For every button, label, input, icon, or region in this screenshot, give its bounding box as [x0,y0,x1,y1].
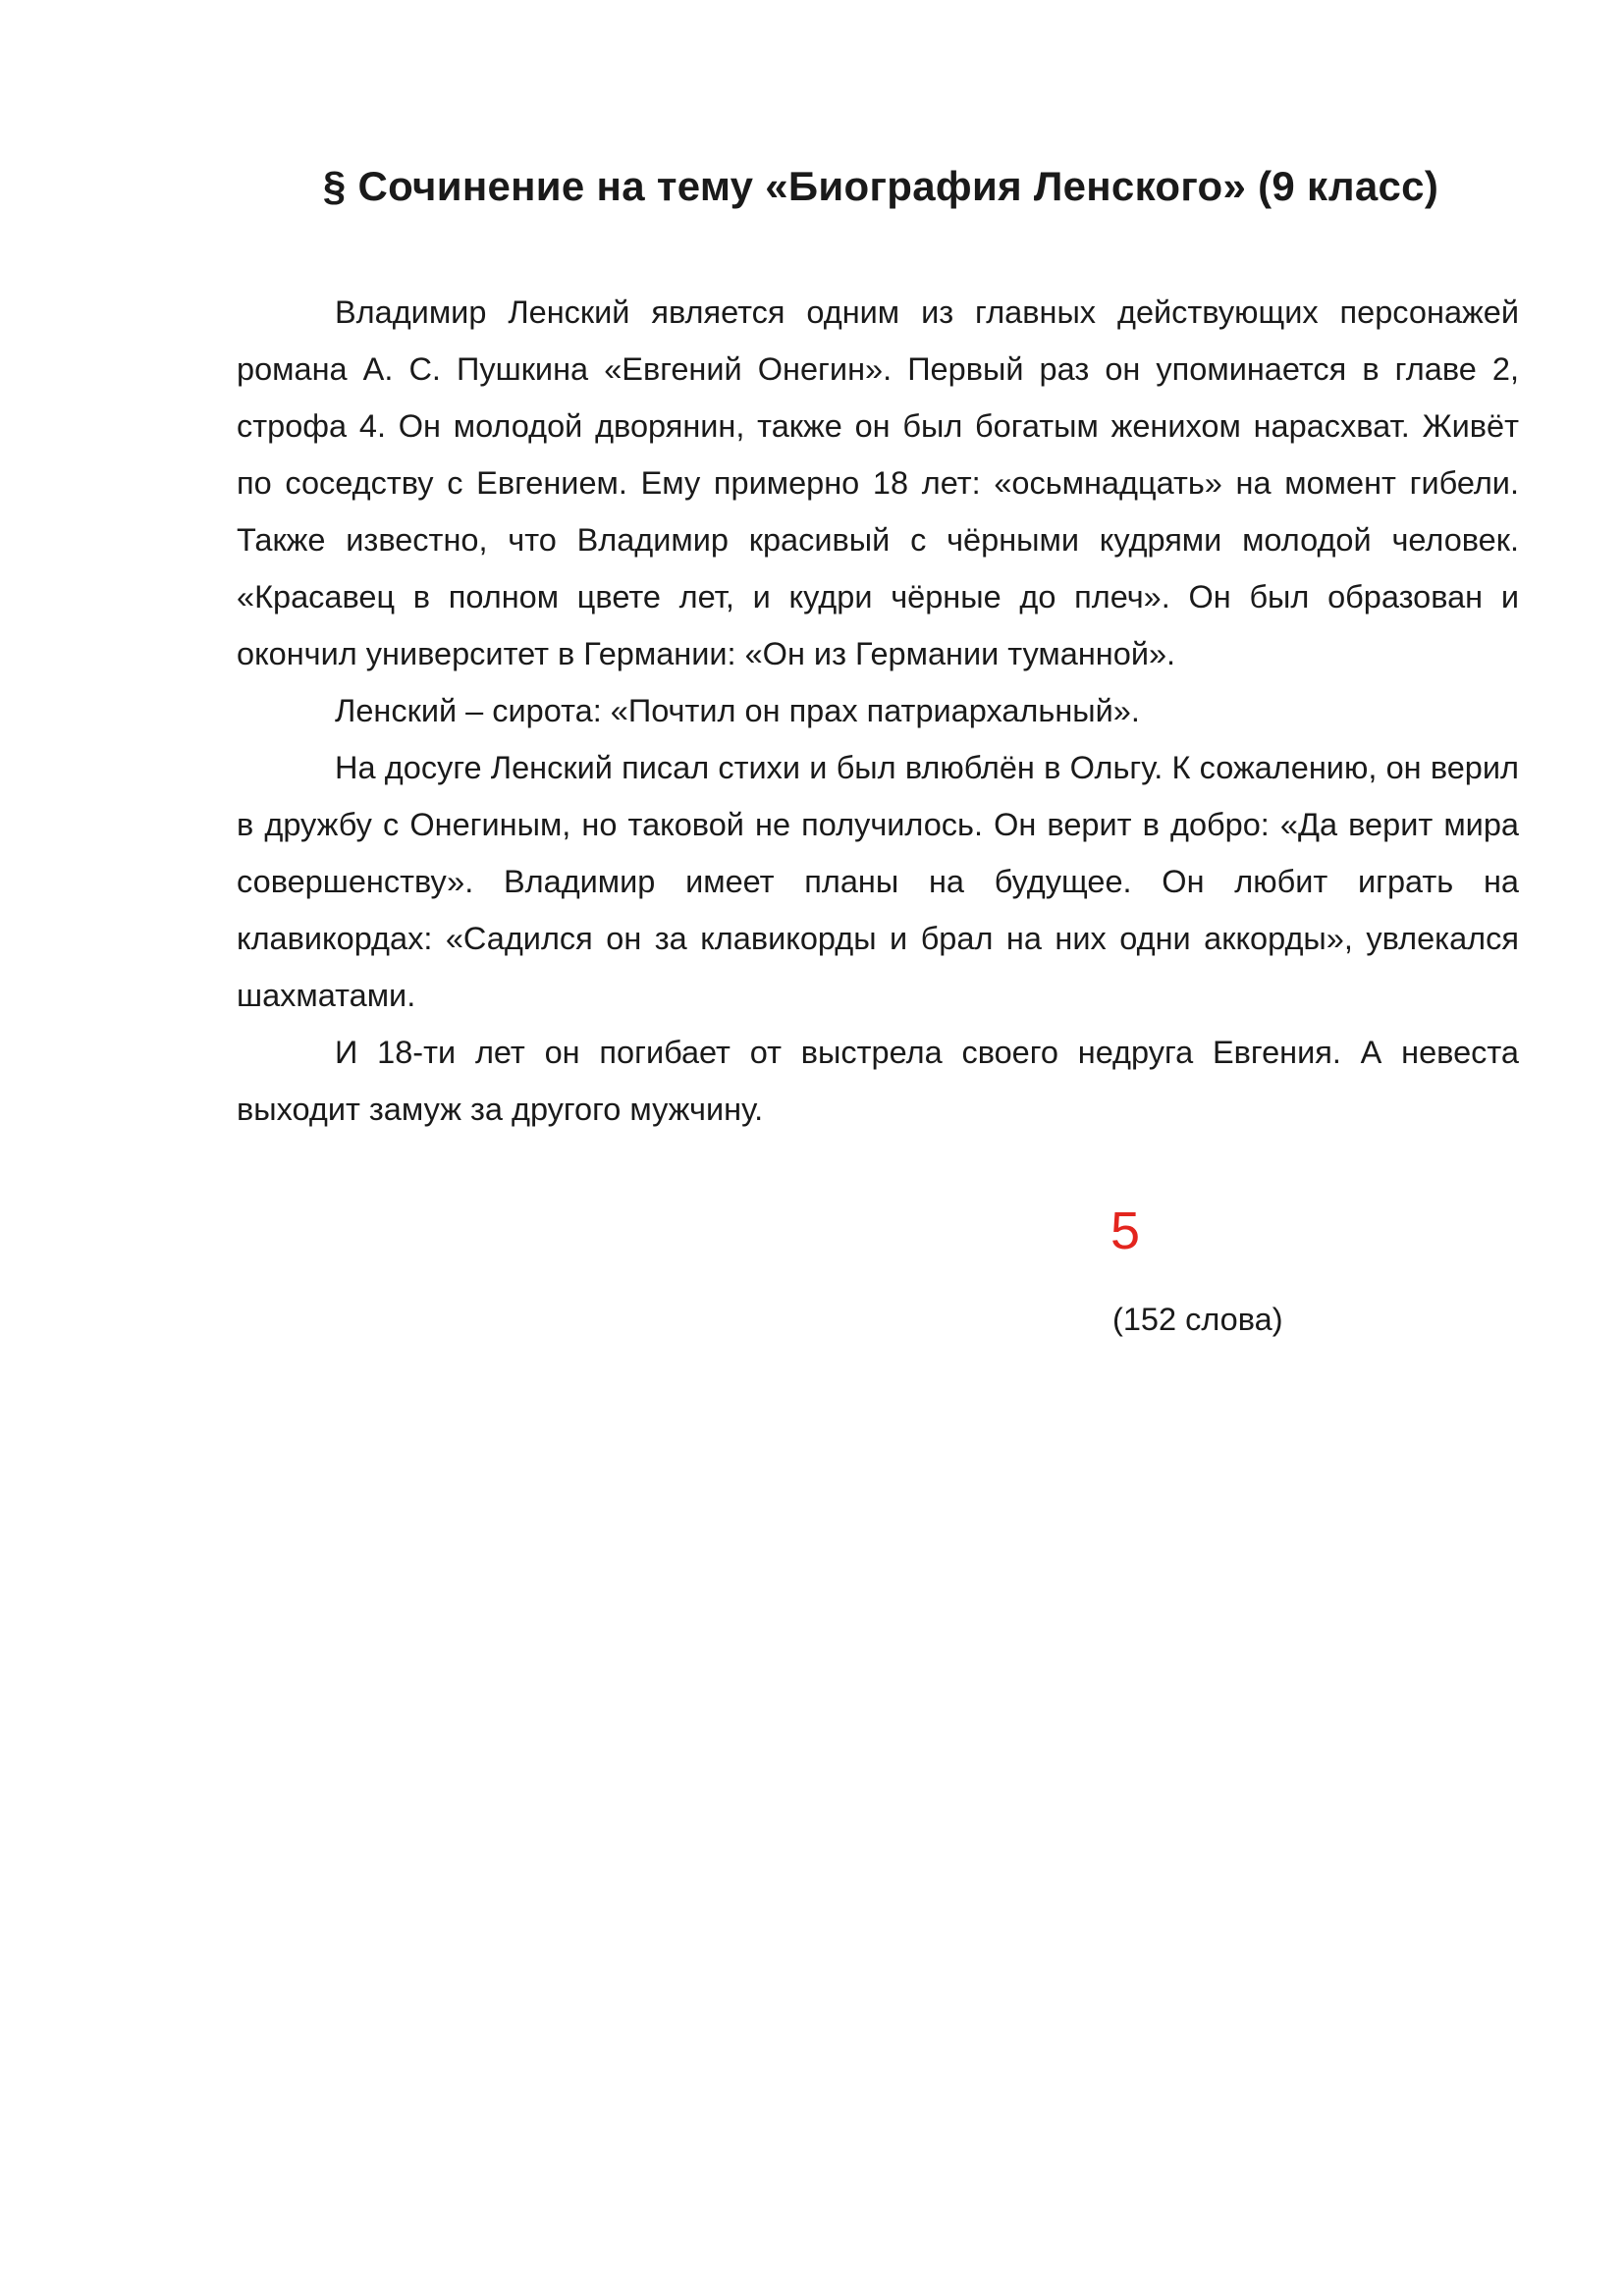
essay-body [237,284,1519,1138]
document-title: § Сочинение на тему «Биография Ленского» (9 класс) [322,163,1439,209]
paragraph-death: И 18-ти лет он погибает от выстрела своего недруга Евгения. А невеста выходит замуж за другого мужчину. [237,1035,1519,1127]
grade-mark: 5 [1110,1201,1141,1260]
word-count-note: (152 слова) [1112,1302,1283,1337]
paragraph-biography: Владимир Ленский является одним из главных действующих персонажей романа А. С. Пушкина «Евгений Онегин». Первый раз он упоминается в главе 2, строфа 4. Он молодой дворянин, также он был богатым женихом нарасхват. Живёт по соседству с Евгением. Ему примерно 18 лет: «осьмнадцать» на момент гибели. Также известно, что Владимир красивый с чёрными кудрями молодой человек. «Красавец в полном цвете лет, и кудри чёрные до плеч». Он был образован и окончил университет в Германии: «Он из Германии туманной». [237,294,1519,671]
paragraph-interests: На досуге Ленский писал стихи и был влюблён в Ольгу. К сожалению, он верил в дружбу с Онегиным, но таковой не получилось. Он верит в добро: «Да верит мира совершенству». Владимир имеет планы на будущее. Он любит играть на клавикордах: «Садился он за клавикорды и брал на них одни аккорды», увлекался шахматами. [237,750,1519,1013]
paragraph-orphan: Ленский – сирота: «Почтил он прах патриархальный». [335,693,1140,728]
